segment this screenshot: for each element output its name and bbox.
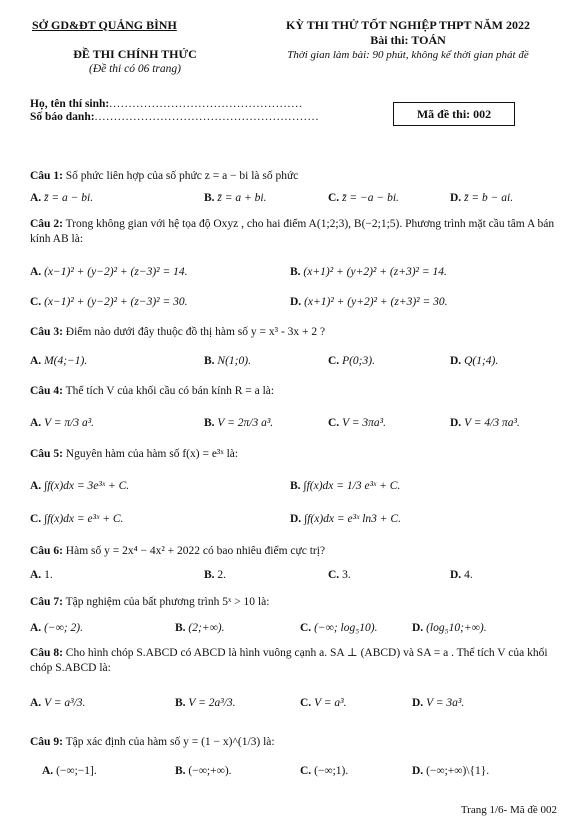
id-line <box>30 111 360 124</box>
option-a[interactable] <box>30 192 93 204</box>
option-key: C. <box>30 296 42 308</box>
question-3 <box>30 325 555 340</box>
option-key: D. <box>450 355 462 367</box>
option-key: C. <box>328 355 340 367</box>
option-text: V = 2a³/3. <box>188 697 236 709</box>
option-a[interactable] <box>30 697 85 709</box>
question-6 <box>30 544 555 559</box>
name-dots: .................................................. <box>109 98 303 110</box>
question-label: Câu 2: <box>30 218 63 230</box>
option-key: C. <box>30 513 42 525</box>
option-key: A. <box>30 697 42 709</box>
option-c[interactable] <box>328 569 351 581</box>
option-text: (−∞;−1]. <box>56 765 97 777</box>
option-key: B. <box>204 569 215 581</box>
option-text: (x−1)² + (y−2)² + (z−3)² = 14. <box>44 266 188 278</box>
option-key: C. <box>300 765 312 777</box>
option-key: B. <box>204 192 215 204</box>
option-b[interactable] <box>204 569 226 581</box>
option-d[interactable] <box>290 513 401 525</box>
option-c[interactable] <box>300 765 348 777</box>
question-label: Câu 5: <box>30 448 63 460</box>
option-text: V = 2π/3 a³. <box>217 417 274 429</box>
header-right <box>248 18 568 61</box>
name-line <box>30 98 360 111</box>
question-2-options-row-1 <box>30 266 570 282</box>
option-key: B. <box>175 622 186 634</box>
question-text: Hàm số y = 2x⁴ − 4x² + 2022 có bao nhiêu điểm cực trị? <box>65 545 326 557</box>
question-text: Tập xác định của hàm số y = (1 − x)^(1/3) là: <box>65 736 275 748</box>
question-9 <box>30 735 555 750</box>
question-5-options-row-1 <box>30 480 570 496</box>
question-label: Câu 7: <box>30 596 63 608</box>
official-label: ĐỀ THI CHÍNH THỨC <box>73 47 197 61</box>
option-key: C. <box>328 569 340 581</box>
option-text: (x+1)² + (y+2)² + (z+3)² = 30. <box>304 296 448 308</box>
header-left <box>30 18 240 75</box>
option-key: B. <box>175 697 186 709</box>
option-text: 2. <box>217 569 227 581</box>
option-c[interactable] <box>30 513 123 525</box>
option-d[interactable] <box>412 697 464 709</box>
option-b[interactable] <box>175 765 232 777</box>
option-key: C. <box>300 622 312 634</box>
pages-note: (Đề thi có 06 trang) <box>89 63 181 75</box>
option-text: (−∞;+∞). <box>188 765 232 777</box>
option-c[interactable] <box>30 296 188 308</box>
option-d[interactable] <box>412 622 487 634</box>
option-b[interactable] <box>290 266 447 278</box>
option-key: A. <box>30 417 42 429</box>
question-8-options <box>30 697 570 713</box>
option-text: 3. <box>342 569 351 581</box>
option-text: N(1;0). <box>217 355 251 367</box>
option-text: M(4;−1). <box>44 355 88 367</box>
option-d[interactable] <box>450 417 520 429</box>
option-text: (−∞; log₅10). <box>314 622 378 634</box>
option-c[interactable] <box>328 192 399 204</box>
option-b[interactable] <box>175 622 225 634</box>
name-label: Họ, tên thí sinh: <box>30 98 110 110</box>
option-text: ∫f(x)dx = e³ˣ ln3 + C. <box>304 513 401 525</box>
option-key: D. <box>290 296 302 308</box>
option-key: B. <box>290 266 301 278</box>
option-text: (2;+∞). <box>188 622 225 634</box>
option-text: 4. <box>464 569 473 581</box>
option-a[interactable] <box>30 266 188 278</box>
option-text: V = a³. <box>314 697 347 709</box>
option-key: A. <box>30 266 42 278</box>
option-key: B. <box>175 765 186 777</box>
option-text: (−∞;1). <box>314 765 349 777</box>
option-text: V = 3a³. <box>426 697 465 709</box>
option-key: D. <box>450 417 462 429</box>
question-text: Nguyên hàm của hàm số f(x) = e³ˣ là: <box>65 448 239 460</box>
question-4 <box>30 384 555 399</box>
exam-code-box: Mã đề thi: 002 <box>393 102 515 126</box>
question-6-options <box>30 569 570 585</box>
time-note: Thời gian làm bài: 90 phút, không kể thời gian phát đề <box>287 49 529 61</box>
option-key: C. <box>328 192 340 204</box>
option-b[interactable] <box>290 480 400 492</box>
option-key: C. <box>328 417 340 429</box>
question-9-options <box>30 765 570 781</box>
option-a[interactable] <box>30 355 87 367</box>
exam-title: KỲ THI THỬ TỐT NGHIỆP THPT NĂM 2022 <box>286 18 530 32</box>
option-c[interactable] <box>328 355 375 367</box>
question-text: Thể tích V của khối cầu có bán kính R = a là: <box>65 385 275 397</box>
department-name: SỞ GD&ĐT QUẢNG BÌNH <box>32 18 177 32</box>
option-key: A. <box>42 765 54 777</box>
question-label: Câu 4: <box>30 385 63 397</box>
option-d[interactable] <box>412 765 489 777</box>
question-text: Điểm nào dưới đây thuộc đồ thị hàm số y = x³ - 3x + 2 ? <box>65 326 326 338</box>
question-8 <box>30 646 555 676</box>
question-label: Câu 3: <box>30 326 63 338</box>
option-key: A. <box>30 192 42 204</box>
question-label: Câu 1: <box>30 170 63 182</box>
option-key: D. <box>412 765 424 777</box>
option-d[interactable] <box>450 355 498 367</box>
option-key: B. <box>290 480 301 492</box>
option-b[interactable] <box>204 355 251 367</box>
option-text: ∫f(x)dx = 1/3 e³ˣ + C. <box>303 480 401 492</box>
question-text: Tập nghiệm của bất phương trình 5ˣ > 10 là: <box>65 596 270 608</box>
option-d[interactable] <box>290 296 448 308</box>
option-b[interactable] <box>204 192 267 204</box>
option-key: C. <box>300 697 312 709</box>
question-5 <box>30 447 555 462</box>
question-1-options <box>30 192 570 208</box>
question-text: Cho hình chóp S.ABCD có ABCD là hình vuông cạnh a. SA ⊥ (ABCD) và SA = a . Thể tích V của khối chóp S.ABCD là: <box>30 647 548 674</box>
option-text: (x+1)² + (y+2)² + (z+3)² = 14. <box>303 266 447 278</box>
option-text: ∫f(x)dx = 3e³ˣ + C. <box>44 480 130 492</box>
id-dots: .......................................................... <box>94 111 320 123</box>
option-key: D. <box>450 192 462 204</box>
question-2 <box>30 217 555 247</box>
option-key: B. <box>204 417 215 429</box>
option-text: 1. <box>44 569 53 581</box>
option-text: z̄ = a + bi. <box>217 192 267 204</box>
option-text: (−∞; 2). <box>44 622 84 634</box>
option-c[interactable] <box>300 622 377 634</box>
option-key: D. <box>450 569 462 581</box>
question-1 <box>30 169 555 184</box>
question-label: Câu 9: <box>30 736 63 748</box>
question-7 <box>30 595 555 610</box>
option-text: (−∞;+∞)\{1}. <box>426 765 490 777</box>
option-a[interactable] <box>30 417 94 429</box>
option-c[interactable] <box>328 417 386 429</box>
subject-label: Bài thi: TOÁN <box>370 33 446 47</box>
option-b[interactable] <box>175 697 236 709</box>
option-a[interactable] <box>30 622 83 634</box>
question-5-options-row-2 <box>30 513 570 529</box>
question-7-options <box>30 622 570 638</box>
question-4-options <box>30 417 570 433</box>
option-key: D. <box>412 697 424 709</box>
option-text: V = π/3 a³. <box>44 417 95 429</box>
option-key: A. <box>30 622 42 634</box>
option-text: ∫f(x)dx = e³ˣ + C. <box>44 513 124 525</box>
option-text: V = a³/3. <box>44 697 86 709</box>
id-label: Số báo danh: <box>30 111 95 123</box>
question-text: Số phức liên hợp của số phức z = a − bi là số phức <box>65 170 299 182</box>
option-text: P(0;3). <box>342 355 375 367</box>
option-key: A. <box>30 355 42 367</box>
question-label: Câu 8: <box>30 647 63 659</box>
option-a[interactable] <box>30 569 53 581</box>
option-key: B. <box>204 355 215 367</box>
option-key: A. <box>30 569 42 581</box>
option-b[interactable] <box>204 417 273 429</box>
option-text: (x−1)² + (y−2)² + (z−3)² = 30. <box>44 296 188 308</box>
candidate-info <box>30 98 360 124</box>
option-a[interactable] <box>30 480 129 492</box>
option-text: z̄ = −a − bi. <box>342 192 399 204</box>
option-c[interactable] <box>300 697 346 709</box>
question-label: Câu 6: <box>30 545 63 557</box>
question-text: Trong không gian với hệ tọa độ Oxyz , cho hai điểm A(1;2;3), B(−2;1;5). Phương trình mặt cầu tâm A bán kính AB là: <box>30 218 555 245</box>
option-key: A. <box>30 480 42 492</box>
question-2-options-row-2 <box>30 296 570 312</box>
option-d[interactable] <box>450 569 473 581</box>
option-text: Q(1;4). <box>464 355 499 367</box>
option-text: z̄ = a − bi. <box>44 192 94 204</box>
option-text: V = 3πa³. <box>342 417 386 429</box>
option-d[interactable] <box>450 192 513 204</box>
page-footer: Trang 1/6- Mã đề 002 <box>460 804 557 816</box>
option-text: V = 4/3 πa³. <box>464 417 520 429</box>
option-key: D. <box>290 513 302 525</box>
option-text: (log₅10;+∞). <box>426 622 487 634</box>
option-key: D. <box>412 622 424 634</box>
question-3-options <box>30 355 570 371</box>
option-text: z̄ = b − ai. <box>464 192 514 204</box>
option-a[interactable] <box>42 765 97 777</box>
